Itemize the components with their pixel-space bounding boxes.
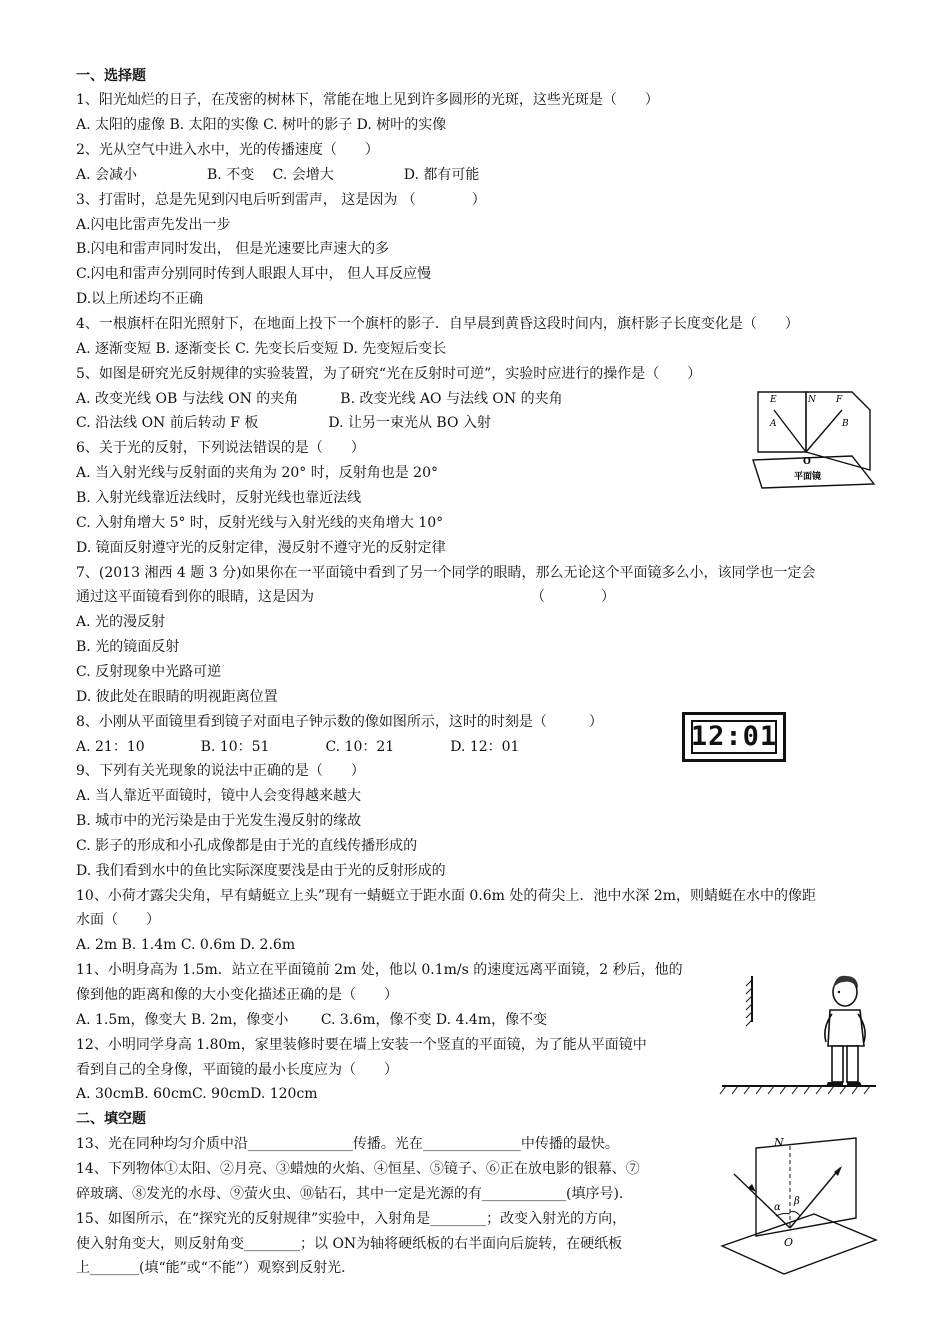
q1-stem: 1、阳光灿烂的日子，在茂密的树林下，常能在地上见到许多圆形的光斑，这些光斑是（ ） bbox=[76, 92, 659, 108]
q2-stem: 2、光从空气中进入水中，光的传播速度（ ） bbox=[76, 142, 379, 158]
q12-stem-line2: 看到自己的全身像，平面镜的最小长度应为（ ） bbox=[76, 1062, 398, 1078]
q7-stem-line1: 7、(2013 湘西 4 题 3 分)如果你在一平面镜中看到了另一个同学的眼睛，那么无论这个平面镜多么小，该同学也一定会 bbox=[76, 565, 816, 581]
reflection-apparatus-figure bbox=[748, 382, 880, 492]
q9-option-c: C. 影子的形成和小孔成像都是由于光的直线传播形成的 bbox=[76, 838, 418, 854]
label-E: E bbox=[770, 395, 777, 405]
q6-option-b: B. 入射光线靠近法线时，反射光线也靠近法线 bbox=[76, 490, 362, 506]
q9-option-b: B. 城市中的光污染是由于光发生漫反射的缘故 bbox=[76, 813, 362, 829]
q14-line1: 14、下列物体①太阳、②月亮、③蜡烛的火焰、④恒星、⑤镜子、⑥正在放电影的银幕、⑦ bbox=[76, 1161, 640, 1177]
q15-line3: 上_______(填“能”或“不能”）观察到反射光. bbox=[76, 1260, 346, 1276]
q6-option-c: C. 入射角增大 5° 时，反射光线与入射光线的夹角增大 10° bbox=[76, 515, 444, 531]
q12-stem-line1: 12、小明同学身高 1.80m，家里装修时要在墙上安装一个竖直的平面镜，为了能从平面镜中 bbox=[76, 1037, 647, 1053]
label-A: A bbox=[770, 419, 777, 429]
q15-line2: 使入射角变大，则反射角变________；以 ON为轴将硬纸板的右半面向后旋转，在硬纸板 bbox=[76, 1236, 623, 1252]
q3-option-d: D.以上所述均不正确 bbox=[76, 291, 204, 307]
q9-option-d: D. 我们看到水中的鱼比实际深度要浅是由于光的反射形成的 bbox=[76, 863, 446, 879]
q3-stem: 3、打雷时，总是先见到闪电后听到雷声， 这是因为 （ ） bbox=[76, 192, 486, 208]
label-beta: β bbox=[794, 1196, 800, 1207]
q5-stem: 5、如图是研究光反射规律的实验装置，为了研究“光在反射时可逆”，实验时应进行的操作是（ ） bbox=[76, 366, 702, 382]
label-N: N bbox=[774, 1136, 784, 1149]
reflection-board-figure bbox=[718, 1128, 880, 1278]
q7-stem-line2: 通过这平面镜看到你的眼睛，这是因为 （ ） bbox=[76, 589, 615, 605]
q8-stem: 8、小刚从平面镜里看到镜子对面电子钟示数的像如图所示，这时的时刻是（ ） bbox=[76, 714, 603, 730]
q15-line1: 15、如图所示，在“探究光的反射规律”实验中，入射角是________；改变入射光的方向， bbox=[76, 1211, 627, 1227]
plane-mirror-caption: 平面镜 bbox=[794, 472, 822, 482]
q2-options: A. 会减小 B. 不变 C. 会增大 D. 都有可能 bbox=[76, 167, 480, 183]
q13-text: 13、光在同种均匀介质中沿_______________传播。光在______________中传播的最快。 bbox=[76, 1136, 619, 1152]
q14-line2: 碎玻璃、⑧发光的水母、⑨萤火虫、⑩钻石，其中一定是光源的有____________(填序号). bbox=[76, 1186, 624, 1202]
label-alpha: α bbox=[774, 1202, 781, 1213]
q8-options: A. 21：10 B. 10：51 C. 10：21 D. 12：01 bbox=[76, 739, 520, 755]
q10-stem-line1: 10、小荷才露尖尖角，早有蜻蜓立上头”现有一蜻蜓立于距水面 0.6m 处的荷尖上．池中水深 2m，则蜻蜓在水中的像距 bbox=[76, 888, 817, 904]
q9-stem: 9、下列有关光现象的说法中正确的是（ ） bbox=[76, 763, 365, 779]
q6-option-d: D. 镜面反射遵守光的反射定律，漫反射不遵守光的反射定律 bbox=[76, 540, 446, 556]
q7-option-d: D. 彼此处在眼睛的明视距离位置 bbox=[76, 689, 278, 705]
q6-option-a: A. 当入射光线与反射面的夹角为 20° 时，反射角也是 20° bbox=[76, 465, 438, 481]
label-O: O bbox=[803, 457, 811, 467]
q3-option-a: A.闪电比雷声先发出一步 bbox=[76, 217, 231, 233]
q4-options: A. 逐渐变短 B. 逐渐变长 C. 先变长后变短 D. 先变短后变长 bbox=[76, 341, 447, 357]
q1-options: A. 太阳的虚像 B. 太阳的实像 C. 树叶的影子 D. 树叶的实像 bbox=[76, 117, 447, 133]
q5-options-ab: A. 改变光线 OB 与法线 ON 的夹角 B. 改变光线 AO 与法线 ON 的夹角 bbox=[76, 391, 563, 407]
q3-option-c: C.闪电和雷声分别同时传到人眼跟人耳中， 但人耳反应慢 bbox=[76, 266, 432, 282]
q7-option-a: A. 光的漫反射 bbox=[76, 614, 166, 630]
label-F: F bbox=[836, 395, 843, 405]
q7-option-c: C. 反射现象中光路可逆 bbox=[76, 664, 222, 680]
label-O: O bbox=[784, 1236, 794, 1249]
q10-stem-line2: 水面（ ） bbox=[76, 912, 160, 928]
q12-options: A. 30cmB. 60cmC. 90cmD. 120cm bbox=[76, 1086, 318, 1102]
section-title-choice: 一、选择题 bbox=[76, 68, 146, 84]
person-mirror-figure bbox=[718, 962, 880, 1102]
q11-options: A. 1.5m，像变大 B. 2m，像变小 C. 3.6m，像不变 D. 4.4m，像不变 bbox=[76, 1012, 548, 1028]
section-title-fill: 二、填空题 bbox=[76, 1111, 146, 1127]
q4-stem: 4、一根旗杆在阳光照射下，在地面上投下一个旗杆的影子．自早晨到黄昏这段时间内，旗杆影子长度变化是（ ） bbox=[76, 316, 799, 332]
q6-stem: 6、关于光的反射，下列说法错误的是（ ） bbox=[76, 440, 365, 456]
q7-option-b: B. 光的镜面反射 bbox=[76, 639, 180, 655]
clock-display: 12:01 bbox=[690, 721, 778, 752]
q5-options-cd: C. 沿法线 ON 前后转动 F 板 D. 让另一束光从 BO 入射 bbox=[76, 415, 491, 431]
q3-option-b: B.闪电和雷声同时发出， 但是光速要比声速大的多 bbox=[76, 241, 390, 257]
q10-options: A. 2m B. 1.4m C. 0.6m D. 2.6m bbox=[76, 937, 296, 953]
q9-option-a: A. 当人靠近平面镜时，镜中人会变得越来越大 bbox=[76, 788, 362, 804]
q11-stem-line2: 像到他的距离和像的大小变化描述正确的是（ ） bbox=[76, 987, 398, 1003]
label-N: N bbox=[808, 395, 816, 405]
label-B: B bbox=[842, 419, 849, 429]
digital-clock-figure bbox=[682, 712, 786, 762]
q11-stem-line1: 11、小明身高为 1.5m．站立在平面镜前 2m 处，他以 0.1m/s 的速度远离平面镜，2 秒后，他的 bbox=[76, 962, 683, 978]
